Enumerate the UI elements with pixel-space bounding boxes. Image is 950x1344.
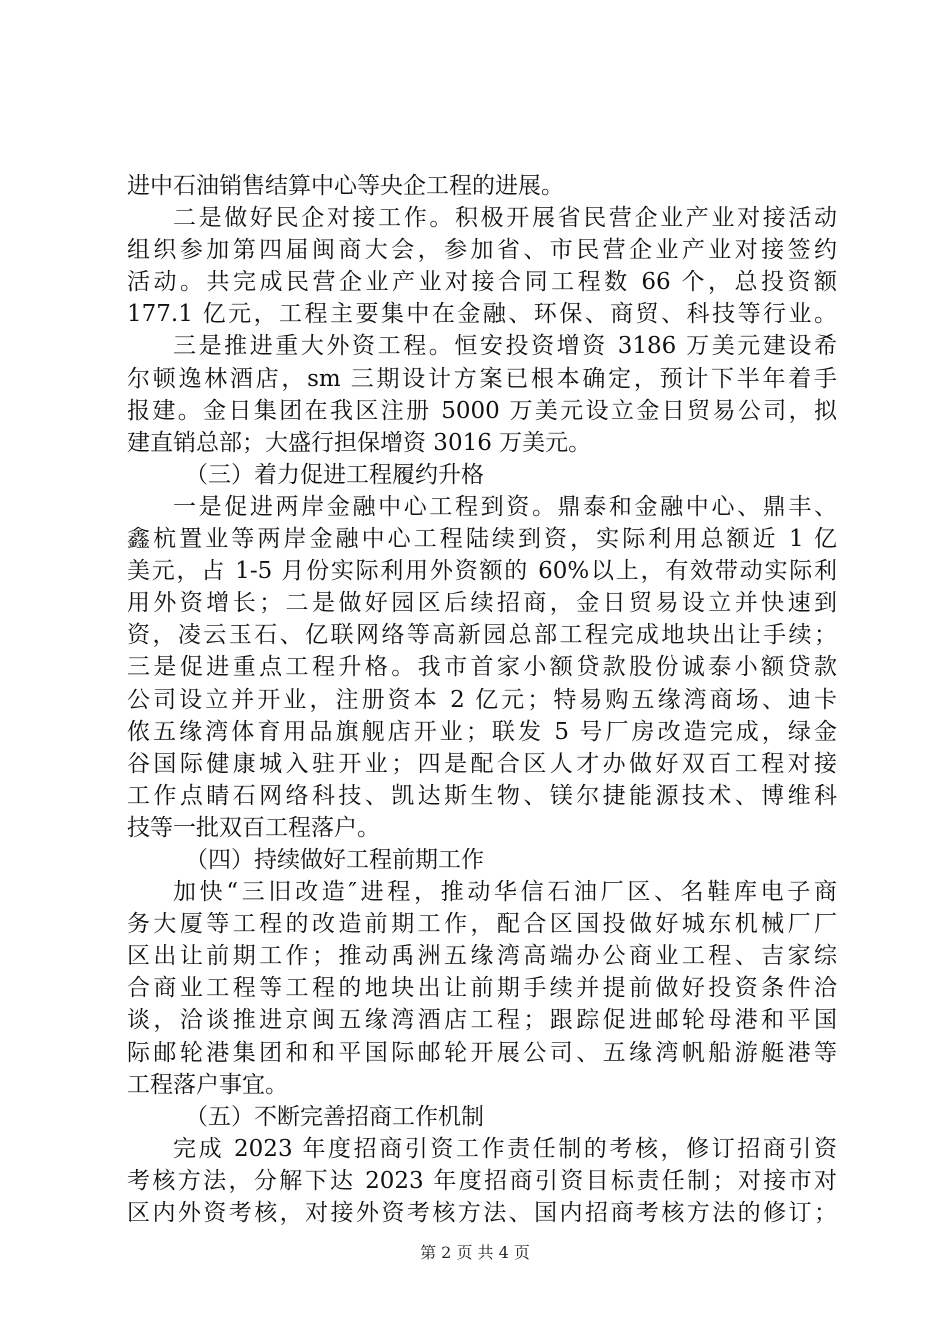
text-line: 谷国际健康城入驻开业；四是配合区人才办做好双百工程对接 — [127, 750, 837, 777]
text-line: 组织参加第四届闽商大会，参加省、市民营企业产业对接签约 — [127, 237, 837, 264]
text-line: 务大厦等工程的改造前期工作，配合区国投做好城东机械厂厂 — [127, 911, 837, 938]
text-line: 进中石油销售结算中心等央企工程的进展。 — [127, 173, 564, 199]
text-line: 三是促进重点工程升格。我市首家小额贷款股份诚泰小额贷款 — [127, 654, 837, 681]
text-line: 加快“三旧改造″进程，推动华信石油厂区、名鞋库电子商 — [173, 879, 837, 906]
text-line: 三是推进重大外资工程。恒安投资增资 3186 万美元建设希 — [173, 333, 837, 360]
text-line: 谈，洽谈推进京闽五缘湾酒店工程；跟踪促进邮轮母港和平国 — [127, 1007, 837, 1034]
page-footer: 第 2 页 共 4 页 — [420, 1243, 530, 1262]
text-line: 建直销总部；大盛行担保增资 3016 万美元。 — [127, 429, 592, 456]
text-line: 活动。共完成民营企业产业对接合同工程数 66 个，总投资额 — [127, 269, 837, 296]
text-line: 美元，占 1-5 月份实际利用外资额的 60%以上，有效带动实际利 — [127, 558, 837, 585]
text-line: 区出让前期工作；推动禹洲五缘湾高端办公商业工程、吉家综 — [127, 943, 837, 970]
text-line: 公司设立并开业，注册资本 2 亿元；特易购五缘湾商场、迪卡 — [127, 686, 837, 713]
text-line: 用外资增长；二是做好园区后续招商，金日贸易设立并快速到 — [127, 590, 837, 617]
text-line: 侬五缘湾体育用品旗舰店开业；联发 5 号厂房改造完成，绿金 — [127, 718, 837, 745]
text-line: 考核方法，分解下达 2023 年度招商引资目标责任制；对接市对 — [127, 1167, 837, 1194]
section-heading: （五）不断完善招商工作机制 — [185, 1103, 484, 1130]
text-line: 二是做好民企对接工作。积极开展省民营企业产业对接活动 — [173, 205, 837, 232]
text-line: 完成 2023 年度招商引资工作责任制的考核，修订招商引资 — [173, 1135, 837, 1162]
text-line: 报建。金日集团在我区注册 5000 万美元设立金日贸易公司，拟 — [127, 397, 837, 424]
text-line: 尔顿逸林酒店，sm 三期设计方案已根本确定，预计下半年着手 — [127, 365, 837, 392]
text-line: 工作点睛石网络科技、凯达斯生物、镁尔捷能源技术、博维科 — [127, 782, 837, 809]
text-line: 工程落户事宜。 — [127, 1071, 288, 1098]
text-line: 鑫杭置业等两岸金融中心工程陆续到资，实际利用总额近 1 亿 — [127, 526, 837, 553]
text-line: 资，凌云玉石、亿联网络等高新园总部工程完成地块出让手续； — [127, 622, 837, 649]
text-line: 合商业工程等工程的地块出让前期手续并提前做好投资条件洽 — [127, 975, 837, 1002]
section-heading: （四）持续做好工程前期工作 — [185, 846, 484, 873]
text-line: 一是促进两岸金融中心工程到资。鼎泰和金融中心、鼎丰、 — [173, 493, 837, 520]
text-line: 际邮轮港集团和和平国际邮轮开展公司、五缘湾帆船游艇港等 — [127, 1039, 837, 1066]
text-line: 177.1 亿元，工程主要集中在金融、环保、商贸、科技等行业。 — [127, 301, 837, 328]
document-body — [127, 170, 837, 1229]
text-line: 技等一批双百工程落户。 — [127, 814, 380, 841]
text-line: 区内外资考核，对接外资考核方法、国内招商考核方法的修订； — [127, 1200, 837, 1226]
section-heading: （三）着力促进工程履约升格 — [185, 461, 484, 488]
